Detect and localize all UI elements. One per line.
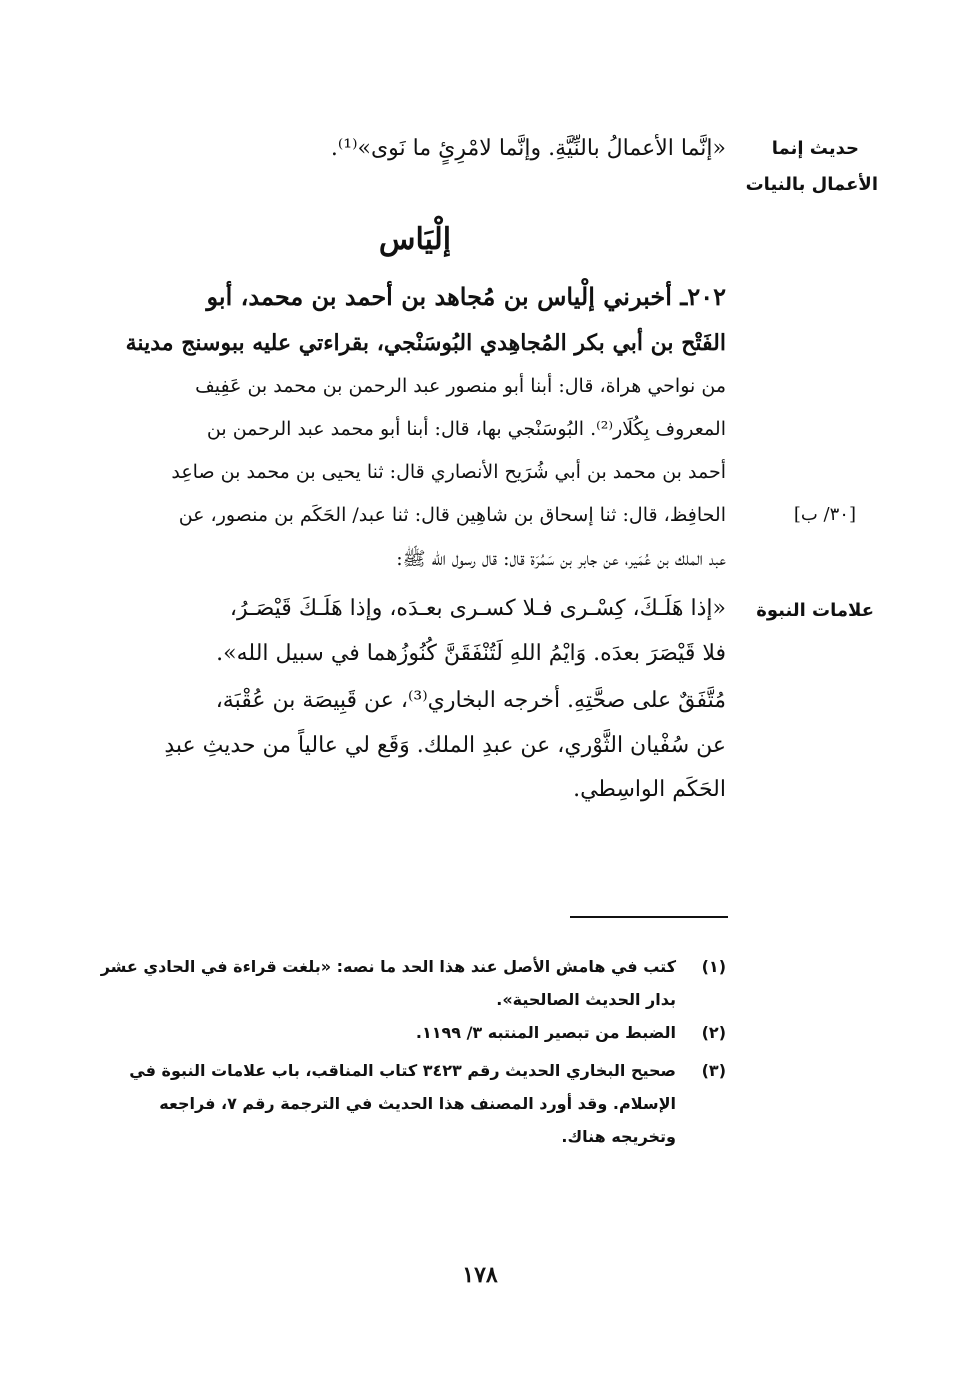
entry-line: ٢٠٢ـ أخبرني إلْياس بن مُجاهد بن أحمد بن محمد، أبو	[206, 282, 726, 311]
hadith-line: «إذا هَلَـكَ، كِسْـرى فـلا كسـرى بعـدَه، وإذا هَلَـكَ قَيْصَـرُ،	[229, 596, 726, 621]
margin-note-prophecy-signs: علامات النبوة	[756, 600, 874, 621]
entry-line: المعروف بِكُلَار⁽²⁾. البُوسَنْجي بها، قال: أبنا أبو محمد عبد الرحمن بن	[206, 418, 726, 440]
margin-note-hadith-title-2: الأعمال بالنيات	[745, 174, 878, 195]
commentary-line: مُتَّفَقٌ على صحَّتِهِ. أخرجه البخاري⁽³⁾، عن قَبِيصَة بن عُقْبَة،	[215, 688, 726, 713]
footnote-line: الإسلام. وقد أورد المصنف هذا الحديث في الترجمة رقم ٧، فراجعه	[159, 1094, 676, 1113]
footnote-line: كتب في هامش الأصل عند هذا الحد ما نصه: «بلغت قراءة في الحادي عشر	[100, 957, 676, 976]
hadith-line: فلا قَيْصَرَ بعدَه. وَايْمُ اللهِ لَتُنْفَقَنَّ كُنُوزُهما في سبيل الله».	[216, 641, 726, 666]
entry-line: الفَتْح بن أبي بكر المُجاهِدي البُوسَنْجي، بقراءتي عليه ببوسنج مدينة	[125, 330, 726, 356]
commentary-line: الحَكَم الواسِطي.	[573, 777, 726, 802]
entry-line: الحافِظ، قال: ثنا إسحاق بن شاهِين قال: ثنا عبد/ الحَكَم بن منصور، عن	[178, 504, 726, 526]
folio-marker: [٣٠/ ب]	[793, 504, 856, 525]
footnote-line: وتخريجه هناك.	[561, 1127, 676, 1146]
footnote-number: (٢)	[701, 1023, 726, 1042]
entry-line: أحمد بن محمد بن أبي شُرَيح الأنصاري قال: ثنا يحيى بن محمد بن صاعِد	[171, 461, 726, 483]
commentary-line: عن سُفْيان الثَّوْري، عن عبدِ الملك. وَقَع لي عالياً من حديثِ عبدِ	[164, 733, 726, 758]
footnote-separator	[570, 916, 728, 918]
section-heading: إلْيَاس	[378, 222, 452, 257]
footnote-line: الضبط من تبصير المنتبه ٣/ ١١٩٩.	[415, 1023, 676, 1042]
entry-line: عبد الملك بن عُمَير، عن جابر بن سَمُرَة قال: قال رسول الله ﷺ:	[396, 548, 726, 570]
footnote-number: (١)	[701, 957, 726, 976]
footnote-number: (٣)	[701, 1061, 726, 1080]
footnote-line: بدار الحديث الصالحية».	[496, 990, 676, 1009]
footnote-line: صحيح البخاري الحديث رقم ٣٤٢٣ كتاب المناقب، باب علامات النبوة في	[129, 1061, 676, 1080]
entry-line: من نواحي هراة، قال: أبنا أبو منصور عبد الرحمن بن محمد بن عَفِيف	[195, 375, 726, 397]
opening-hadith-quote: «إنَّما الأعمالُ بالنِّيَّةِ. وإنَّما لامْرِئٍ ما نَوى»⁽¹⁾.	[330, 136, 726, 161]
margin-note-hadith-title-1: حديث إنما	[771, 138, 859, 159]
page-number: ١٧٨	[462, 1262, 498, 1288]
